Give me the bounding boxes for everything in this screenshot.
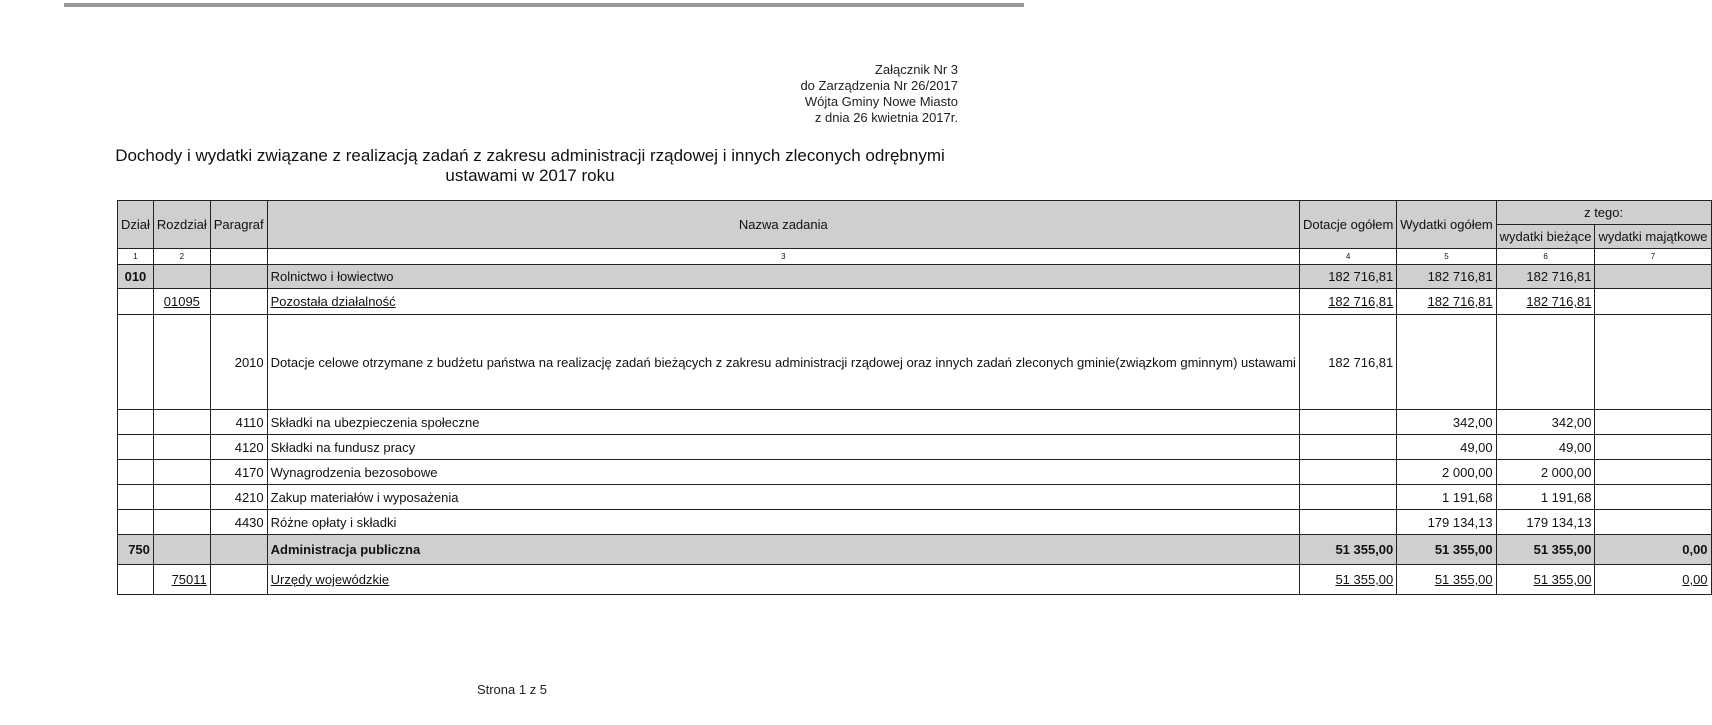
- header-paragraf: Paragraf: [210, 201, 267, 249]
- cell-biezace: 51 355,00: [1496, 565, 1595, 595]
- title-line-1: Dochody i wydatki związane z realizacją zadań z zakresu administracji rządowej i innych zleconych odrębnymi: [115, 146, 945, 165]
- cell-biezace: 179 134,13: [1496, 510, 1595, 535]
- cell-wydatki: 179 134,13: [1397, 510, 1496, 535]
- cell-rozdzial: [153, 435, 210, 460]
- cell-nazwa: Składki na ubezpieczenia społeczne: [267, 410, 1299, 435]
- cell-majatkowe: [1595, 460, 1711, 485]
- cell-nazwa: Urzędy wojewódzkie: [267, 565, 1299, 595]
- cell-rozdzial: [153, 510, 210, 535]
- cell-nazwa: Wynagrodzenia bezosobowe: [267, 460, 1299, 485]
- cell-dzial: 010: [118, 265, 154, 289]
- header-row-1: [118, 201, 1712, 225]
- cell-biezace: 1 191,68: [1496, 485, 1595, 510]
- cell-dotacje: 182 716,81: [1299, 289, 1396, 315]
- cell-dzial: [118, 565, 154, 595]
- cell-dotacje: 182 716,81: [1299, 315, 1396, 410]
- col-num-empty: [210, 249, 267, 265]
- cell-rozdzial: [153, 265, 210, 289]
- cell-dotacje: [1299, 410, 1396, 435]
- cell-majatkowe: 0,00: [1595, 565, 1711, 595]
- header-majatkowe: wydatki majątkowe: [1595, 225, 1711, 249]
- table-row-rozdzial-75011: [118, 565, 1712, 595]
- annex-line-1: Załącznik Nr 3: [874, 62, 958, 77]
- header-nazwa: Nazwa zadania: [267, 201, 1299, 249]
- cell-dzial: [118, 289, 154, 315]
- cell-rozdzial: [153, 315, 210, 410]
- col-num: 4: [1299, 249, 1396, 265]
- cell-wydatki: 342,00: [1397, 410, 1496, 435]
- cell-nazwa: Administracja publiczna: [267, 535, 1299, 565]
- cell-paragraf: 4110: [210, 410, 267, 435]
- cell-dzial: [118, 485, 154, 510]
- annex-line-4: z dnia 26 kwietnia 2017r.: [814, 110, 958, 125]
- table-row-paragraf-4170: [118, 460, 1712, 485]
- cell-paragraf: [210, 265, 267, 289]
- col-num: 2: [153, 249, 210, 265]
- table-row-paragraf-4110: [118, 410, 1712, 435]
- cell-dzial: [118, 460, 154, 485]
- cell-dzial: [118, 435, 154, 460]
- cell-nazwa: Składki na fundusz pracy: [267, 435, 1299, 460]
- table-row-paragraf-4210: [118, 485, 1712, 510]
- cell-rozdzial: [153, 410, 210, 435]
- cell-nazwa: Pozostała działalność: [267, 289, 1299, 315]
- title-line-2: ustawami w 2017 roku: [445, 166, 615, 185]
- cell-rozdzial: 75011: [153, 565, 210, 595]
- cell-dotacje: 51 355,00: [1299, 565, 1396, 595]
- annex-header: [800, 62, 958, 126]
- cell-dzial: 750: [118, 535, 154, 565]
- header-rozdzial: Rozdział: [153, 201, 210, 249]
- cell-wydatki: 1 191,68: [1397, 485, 1496, 510]
- cell-rozdzial: [153, 460, 210, 485]
- table-row-dzial-750: [118, 535, 1712, 565]
- col-num: 7: [1595, 249, 1711, 265]
- cell-nazwa: Różne opłaty i składki: [267, 510, 1299, 535]
- cell-dotacje: 182 716,81: [1299, 265, 1396, 289]
- header-z-tego: z tego:: [1496, 201, 1711, 225]
- scan-top-edge: [64, 3, 1024, 7]
- table-row-rozdzial-01095: [118, 289, 1712, 315]
- budget-table: [117, 200, 1712, 595]
- cell-rozdzial: 01095: [153, 289, 210, 315]
- cell-wydatki: 49,00: [1397, 435, 1496, 460]
- annex-line-2: do Zarządzenia Nr 26/2017: [800, 78, 958, 93]
- header-dotacje: Dotacje ogółem: [1299, 201, 1396, 249]
- column-number-row: [118, 249, 1712, 265]
- table-row-paragraf-2010: [118, 315, 1712, 410]
- cell-majatkowe: [1595, 289, 1711, 315]
- cell-dotacje: 51 355,00: [1299, 535, 1396, 565]
- cell-dotacje: [1299, 460, 1396, 485]
- cell-paragraf: [210, 565, 267, 595]
- cell-majatkowe: [1595, 265, 1711, 289]
- page-number: Strona 1 z 5: [476, 682, 548, 697]
- cell-biezace: 49,00: [1496, 435, 1595, 460]
- cell-biezace: 342,00: [1496, 410, 1595, 435]
- cell-paragraf: 4210: [210, 485, 267, 510]
- cell-biezace: 51 355,00: [1496, 535, 1595, 565]
- cell-wydatki: [1397, 315, 1496, 410]
- table-row-dzial-010: [118, 265, 1712, 289]
- cell-rozdzial: [153, 535, 210, 565]
- cell-majatkowe: [1595, 510, 1711, 535]
- cell-nazwa: Rolnictwo i łowiectwo: [267, 265, 1299, 289]
- cell-biezace: 182 716,81: [1496, 265, 1595, 289]
- cell-dzial: [118, 315, 154, 410]
- cell-paragraf: [210, 289, 267, 315]
- cell-biezace: 182 716,81: [1496, 289, 1595, 315]
- cell-majatkowe: [1595, 410, 1711, 435]
- cell-majatkowe: 0,00: [1595, 535, 1711, 565]
- cell-wydatki: 182 716,81: [1397, 289, 1496, 315]
- cell-paragraf: 4430: [210, 510, 267, 535]
- cell-dotacje: [1299, 435, 1396, 460]
- cell-dzial: [118, 410, 154, 435]
- cell-biezace: [1496, 315, 1595, 410]
- cell-wydatki: 51 355,00: [1397, 565, 1496, 595]
- cell-majatkowe: [1595, 485, 1711, 510]
- header-wydatki: Wydatki ogółem: [1397, 201, 1496, 249]
- header-dzial: Dział: [118, 201, 154, 249]
- col-num: 1: [118, 249, 154, 265]
- cell-biezace: 2 000,00: [1496, 460, 1595, 485]
- cell-nazwa: Dotacje celowe otrzymane z budżetu państwa na realizację zadań bieżących z zakresu administracji rządowej oraz innych zadań zleconych gminie(związkom gminnym) ustawami: [267, 315, 1299, 410]
- col-num: 5: [1397, 249, 1496, 265]
- annex-line-3: Wójta Gminy Nowe Miasto: [804, 94, 958, 109]
- cell-paragraf: 4170: [210, 460, 267, 485]
- cell-majatkowe: [1595, 435, 1711, 460]
- cell-wydatki: 2 000,00: [1397, 460, 1496, 485]
- cell-wydatki: 51 355,00: [1397, 535, 1496, 565]
- cell-dotacje: [1299, 485, 1396, 510]
- cell-dzial: [118, 510, 154, 535]
- cell-dotacje: [1299, 510, 1396, 535]
- header-biezace: wydatki bieżące: [1496, 225, 1595, 249]
- table-row-paragraf-4120: [118, 435, 1712, 460]
- cell-paragraf: 2010: [210, 315, 267, 410]
- col-num: 3: [267, 249, 1299, 265]
- cell-nazwa: Zakup materiałów i wyposażenia: [267, 485, 1299, 510]
- cell-majatkowe: [1595, 315, 1711, 410]
- cell-rozdzial: [153, 485, 210, 510]
- document-title: [110, 146, 950, 186]
- table-row-paragraf-4430: [118, 510, 1712, 535]
- cell-paragraf: [210, 535, 267, 565]
- cell-paragraf: 4120: [210, 435, 267, 460]
- col-num: 6: [1496, 249, 1595, 265]
- cell-wydatki: 182 716,81: [1397, 265, 1496, 289]
